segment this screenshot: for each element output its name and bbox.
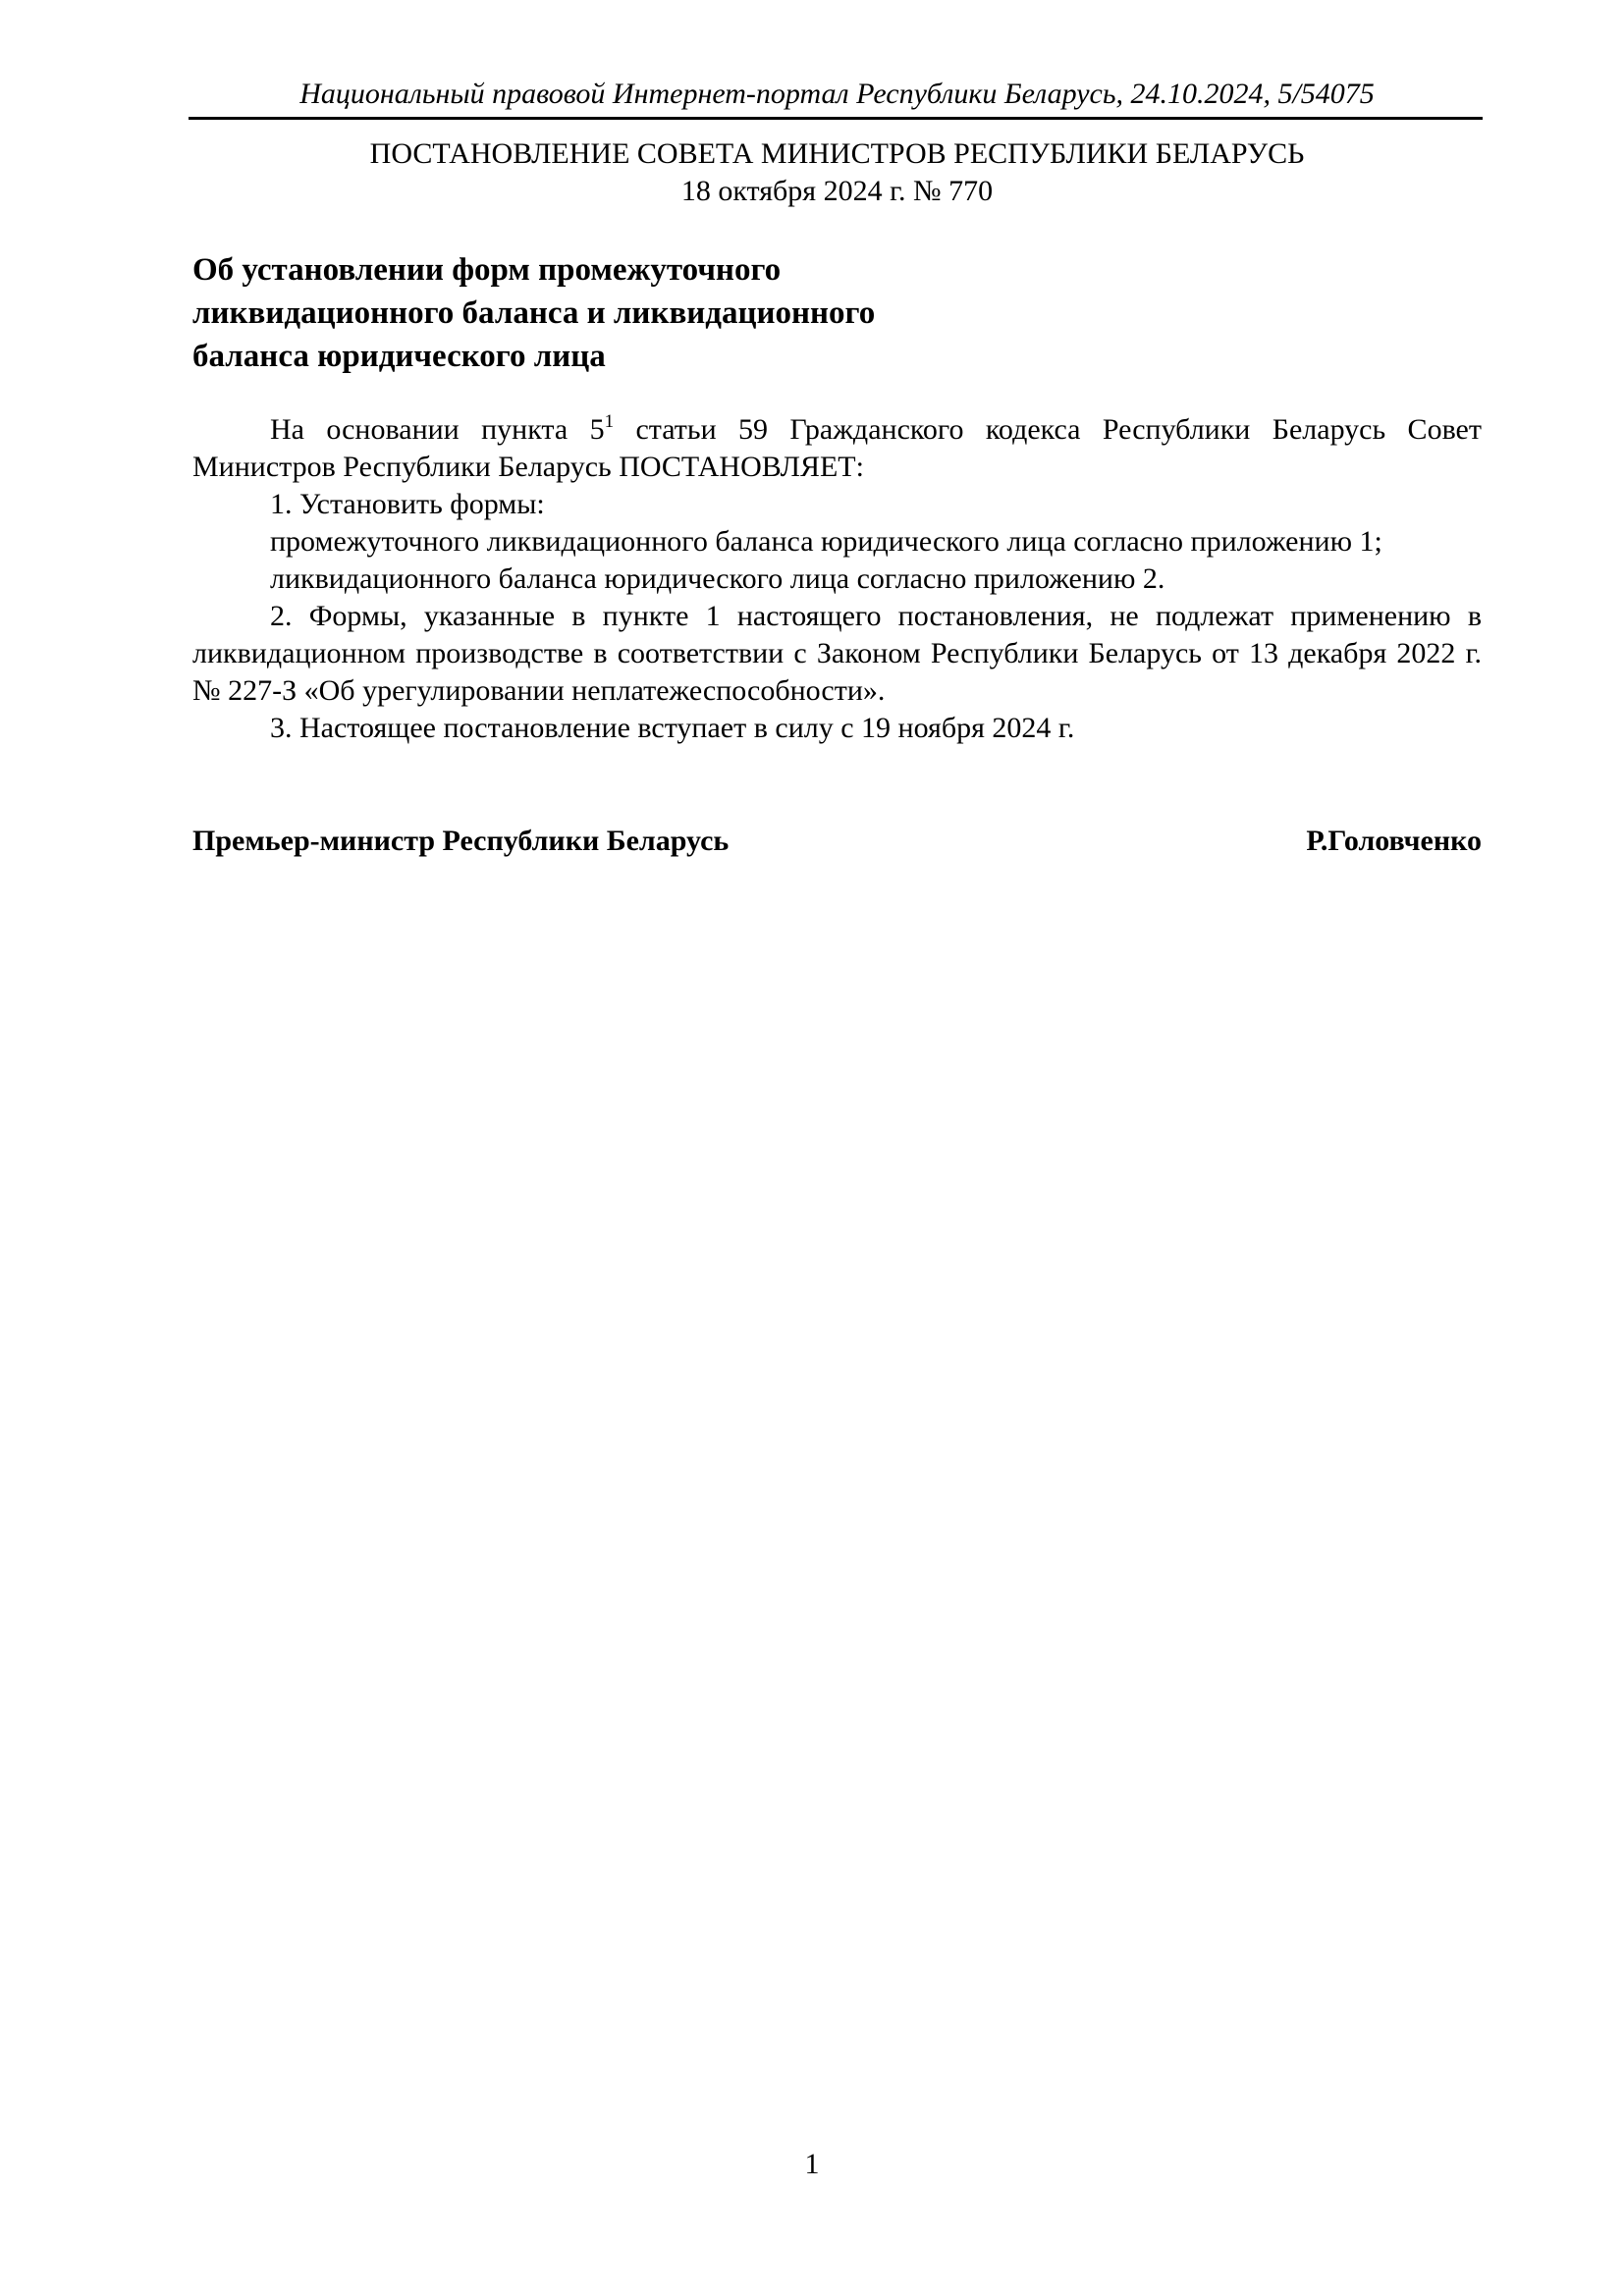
document-heading <box>192 135 1482 210</box>
item-1-form-2-paragraph: ликвидационного баланса юридического лица согласно приложению 2. <box>270 562 1165 595</box>
preamble-paragraph <box>192 411 1482 486</box>
title-line: ликвидационного баланса и ликвидационного <box>192 295 876 331</box>
document-type-line: ПОСТАНОВЛЕНИЕ СОВЕТА МИНИСТРОВ РЕСПУБЛИКИ БЕЛАРУСЬ <box>369 137 1305 170</box>
item-1-form-1-paragraph: промежуточного ликвидационного баланса юридического лица согласно приложению 1; <box>270 525 1382 558</box>
preamble-text-start: На основании пункта 5 <box>270 413 605 446</box>
document-title <box>192 248 1076 378</box>
preamble-superscript: 1 <box>604 411 615 432</box>
page-number: 1 <box>804 2148 820 2180</box>
signatory-name: Р.Головченко <box>1306 825 1482 857</box>
item-1-paragraph: 1. Установить формы: <box>270 488 545 520</box>
signatory-position: Премьер-министр Республики Беларусь <box>192 825 730 857</box>
title-line: Об установлении форм промежуточного <box>192 252 782 288</box>
portal-publication-header: Национальный правовой Интернет-портал Республики Беларусь, 24.10.2024, 5/54075 <box>299 78 1375 110</box>
title-line: баланса юридического лица <box>192 339 606 374</box>
document-date-number: 18 октября 2024 г. № 770 <box>680 175 994 207</box>
document-body <box>192 411 1482 747</box>
preamble-text-end: статьи 59 Гражданского кодекса Республики Беларусь Совет Министров Республики Беларусь ПОСТАНОВЛЯЕТ: <box>192 413 1482 483</box>
item-3-paragraph: 3. Настоящее постановление вступает в силу с 19 ноября 2024 г. <box>270 712 1075 744</box>
header-divider <box>189 117 1483 120</box>
item-2-paragraph: 2. Формы, указанные в пункте 1 настоящего постановления, не подлежат применению в ликвидационном производстве в соответствии с Законом Республики Беларусь от 13 декабря 2022 г. № 227-З «Об урегулировании неплатежеспособности». <box>192 600 1482 707</box>
